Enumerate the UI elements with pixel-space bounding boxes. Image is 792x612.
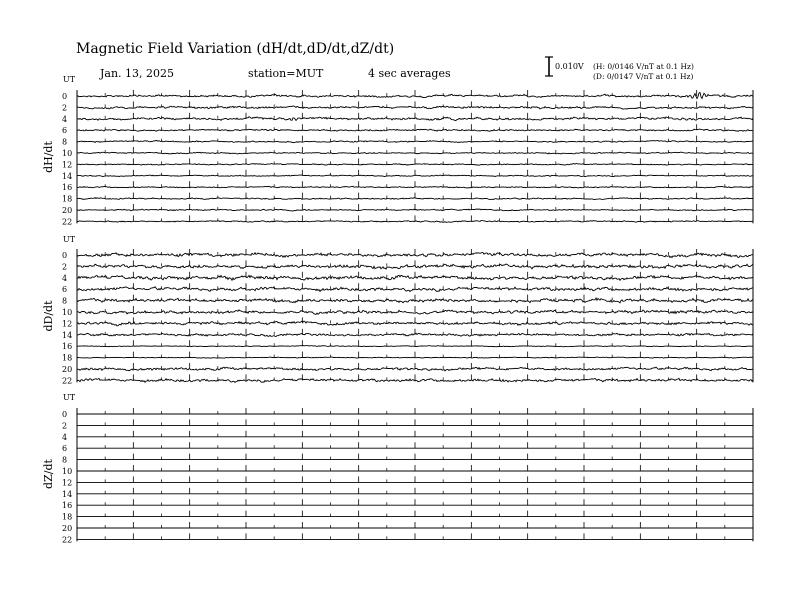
row-label-dh-dt-18: 18	[62, 194, 73, 204]
row-label-dz-dt-20: 20	[62, 524, 73, 533]
row-label-dd-dt-8: 8	[62, 296, 68, 306]
station-label: station=MUT	[248, 67, 324, 80]
row-label-dz-dt-18: 18	[62, 512, 73, 522]
row-label-dh-dt-0: 0	[62, 92, 68, 101]
panel-dd-dt	[42, 235, 753, 385]
row-label-dz-dt-12: 12	[62, 478, 73, 488]
row-label-dd-dt-2: 2	[62, 262, 68, 272]
row-label-dh-dt-6: 6	[62, 126, 68, 136]
row-label-dd-dt-22: 22	[62, 376, 73, 386]
row-label-dz-dt-16: 16	[62, 501, 73, 511]
row-label-dd-dt-4: 4	[62, 273, 68, 283]
date-label: Jan. 13, 2025	[100, 67, 175, 80]
row-label-dz-dt-0: 0	[62, 410, 68, 419]
scale-bar	[545, 57, 553, 76]
row-label-dh-dt-16: 16	[62, 183, 73, 193]
row-label-dd-dt-16: 16	[62, 342, 73, 352]
scale-value-label: 0.010V	[555, 62, 584, 71]
row-label-dz-dt-10: 10	[62, 467, 73, 476]
row-label-dh-dt-8: 8	[62, 137, 68, 147]
y-axis-label-dd-dt: dD/dt	[42, 300, 55, 332]
row-label-dd-dt-0: 0	[62, 251, 68, 260]
row-label-dd-dt-14: 14	[62, 330, 73, 340]
row-label-dh-dt-12: 12	[62, 160, 73, 170]
ut-label-dz-dt: UT	[63, 393, 76, 402]
averaging-label: 4 sec averages	[368, 67, 451, 80]
row-label-dz-dt-6: 6	[62, 444, 68, 454]
panel-dz-dt	[42, 393, 753, 544]
scale-h-sensitivity: (H: 0/0146 V/nT at 0.1 Hz)	[593, 62, 694, 71]
row-label-dz-dt-2: 2	[62, 421, 68, 431]
row-label-dz-dt-8: 8	[62, 455, 68, 465]
row-label-dh-dt-14: 14	[62, 171, 73, 181]
ut-label-dh-dt: UT	[63, 75, 76, 84]
row-label-dz-dt-14: 14	[62, 489, 73, 499]
row-label-dh-dt-20: 20	[62, 206, 73, 215]
chart-title: Magnetic Field Variation (dH/dt,dD/dt,dZ/dt)	[76, 41, 395, 57]
row-label-dd-dt-18: 18	[62, 353, 73, 363]
row-label-dd-dt-10: 10	[62, 308, 73, 317]
row-label-dd-dt-6: 6	[62, 285, 68, 295]
row-label-dd-dt-12: 12	[62, 319, 73, 329]
y-axis-label-dh-dt: dH/dt	[42, 141, 55, 173]
row-label-dz-dt-22: 22	[62, 535, 73, 545]
row-label-dh-dt-22: 22	[62, 217, 73, 227]
scale-d-sensitivity: (D: 0/0147 V/nT at 0.1 Hz)	[593, 72, 694, 81]
panel-dh-dt	[42, 75, 753, 226]
ut-label-dd-dt: UT	[63, 235, 76, 244]
row-label-dd-dt-20: 20	[62, 365, 73, 374]
row-label-dh-dt-2: 2	[62, 103, 68, 113]
panels	[42, 75, 753, 544]
row-label-dh-dt-10: 10	[62, 149, 73, 158]
y-axis-label-dz-dt: dZ/dt	[42, 459, 55, 489]
row-label-dz-dt-4: 4	[62, 432, 68, 442]
row-label-dh-dt-4: 4	[62, 114, 68, 124]
